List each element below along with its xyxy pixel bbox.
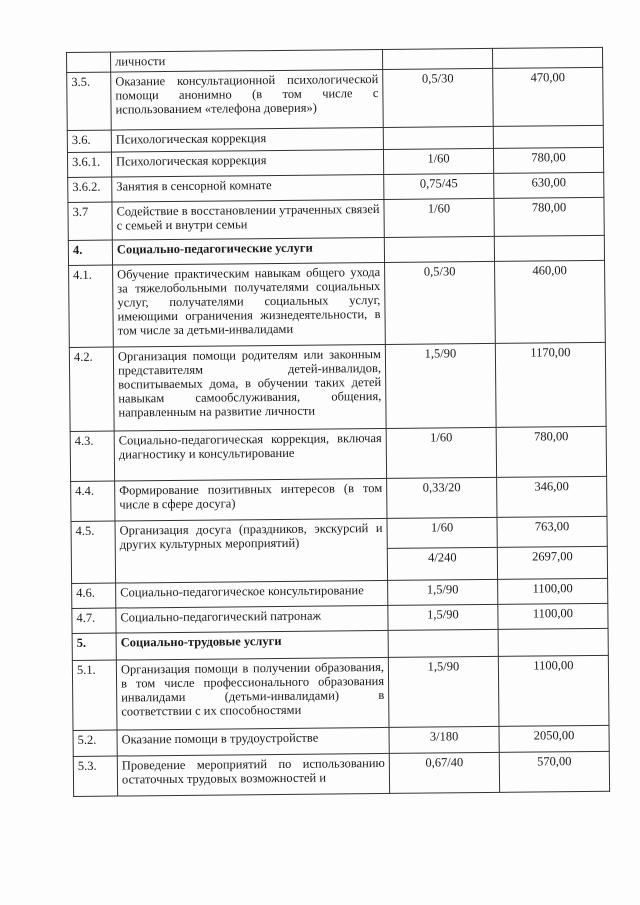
service-name-cell: Социально-педагогическая коррекция, включая диагностику и консультирование (114, 428, 386, 481)
service-name-cell: Социально-педагогические услуги (112, 237, 384, 265)
price-cell (498, 628, 608, 656)
volume-cell: 4/240 (387, 547, 497, 580)
volume-cell (388, 629, 498, 657)
volume-cell: 1/60 (387, 517, 497, 548)
price-cell: 780,00 (496, 426, 606, 477)
table-row (69, 342, 606, 431)
table-row (73, 751, 609, 796)
item-number-cell: 5.1. (72, 660, 117, 730)
volume-cell: 0,67/40 (389, 752, 499, 793)
volume-cell (383, 126, 493, 149)
volume-cell: 1/60 (383, 148, 493, 174)
item-number-cell: 5.2. (73, 730, 117, 756)
table-row (70, 426, 606, 481)
service-name-cell: Социально-трудовые услуги (116, 630, 388, 660)
service-name-cell: личности (111, 49, 383, 72)
volume-cell: 1/60 (384, 198, 494, 237)
service-name-cell: Организация досуга (праздников, экскурсий и других культурных мероприятий) (115, 518, 388, 583)
services-table-body (67, 47, 610, 796)
service-name-cell: Социально-педагогический патронаж (116, 605, 388, 633)
volume-cell: 0,5/30 (385, 261, 496, 344)
volume-cell: 0,5/30 (383, 68, 494, 127)
item-number-cell: 3.6.1. (67, 152, 111, 177)
price-cell: 780,00 (493, 147, 603, 173)
price-cell: 1170,00 (495, 342, 606, 427)
service-name-cell: Оказание консультационной психологической помощи анонимно (в том числе с использованием «телефона доверия») (111, 69, 384, 130)
price-cell: 780,00 (494, 197, 604, 236)
item-number-cell: 4.2. (69, 347, 114, 431)
volume-cell: 1,5/90 (385, 343, 496, 428)
price-cell (494, 235, 604, 261)
service-name-cell: Организация помощи в получении образования, в том числе профессионального образования инвалидами (детьми-инвалидами) в соответствии с их способностями (116, 657, 389, 730)
price-cell: 346,00 (497, 476, 607, 517)
price-cell: 570,00 (499, 751, 609, 792)
volume-cell: 0,33/20 (387, 477, 497, 518)
price-cell (493, 125, 603, 148)
price-cell: 630,00 (494, 172, 604, 198)
service-name-cell: Содействие в восстановлении утраченных связей с семьей и внутри семьи (112, 199, 384, 240)
price-cell: 2697,00 (497, 546, 607, 579)
service-name-cell: Обучение практическим навыкам общего ухода за тяжелобольными получателями социальных услуг, получателями социальных услуг, имеющими ограничения жизнедеятельности, в том числе за детьми-инвалидами (113, 262, 386, 347)
item-number-cell: 5. (72, 633, 116, 660)
service-name-cell: Оказание помощи в трудоустройстве (117, 727, 389, 756)
item-number-cell: 3.7 (68, 202, 112, 240)
item-number-cell: 3.6.2. (68, 177, 112, 202)
table-row (67, 67, 604, 130)
item-number-cell: 4.5. (71, 521, 116, 583)
item-number-cell: 4. (68, 240, 112, 265)
item-number-cell: 3.5. (67, 72, 112, 130)
item-number-cell: 4.7. (72, 608, 116, 633)
price-cell: 2050,00 (499, 725, 609, 752)
price-cell: 460,00 (495, 260, 606, 343)
service-name-cell: Проведение мероприятий по использованию остаточных трудовых возможностей и (117, 753, 389, 796)
price-cell (492, 47, 602, 68)
volume-cell: 1,5/90 (388, 579, 498, 605)
price-cell: 470,00 (493, 67, 604, 126)
volume-cell: 1,5/90 (388, 604, 498, 630)
service-name-cell: Социально-педагогическое консультирование (116, 580, 388, 608)
table-row (69, 260, 606, 347)
volume-cell: 1/60 (386, 427, 496, 478)
service-name-cell: Формирование позитивных интересов (в том числе в сфере досуга) (115, 478, 387, 521)
item-number-cell: 4.6. (72, 583, 116, 608)
service-name-cell: Организация помощи родителям или законным представителям детей-инвалидов, воспитываемых дома, в обучении таких детей навыкам самообслуживания, общения, направленным на развитие личности (113, 344, 386, 431)
price-cell: 1100,00 (498, 655, 609, 726)
table-row (68, 197, 604, 240)
item-number-cell: 4.3. (70, 431, 114, 481)
volume-cell: 1,5/90 (388, 656, 499, 727)
service-name-cell: Психологическая коррекция (111, 149, 383, 177)
item-number-cell: 3.6. (67, 130, 111, 152)
item-number-cell: 4.4. (71, 481, 115, 521)
price-cell: 763,00 (497, 516, 607, 547)
price-cell: 1100,00 (498, 603, 608, 629)
item-number-cell (67, 52, 111, 72)
volume-cell: 3/180 (389, 726, 499, 753)
services-price-table (66, 47, 610, 797)
item-number-cell: 4.1. (69, 265, 114, 347)
price-cell: 1100,00 (498, 578, 608, 604)
table-row (71, 476, 607, 521)
item-number-cell: 5.3. (73, 756, 117, 796)
table-row (72, 655, 609, 730)
service-name-cell: Психологическая коррекция (111, 127, 383, 152)
volume-cell: 0,75/45 (384, 173, 494, 199)
service-name-cell: Занятия в сенсорной комнате (112, 174, 384, 202)
volume-cell (382, 48, 492, 69)
volume-cell (384, 236, 494, 262)
